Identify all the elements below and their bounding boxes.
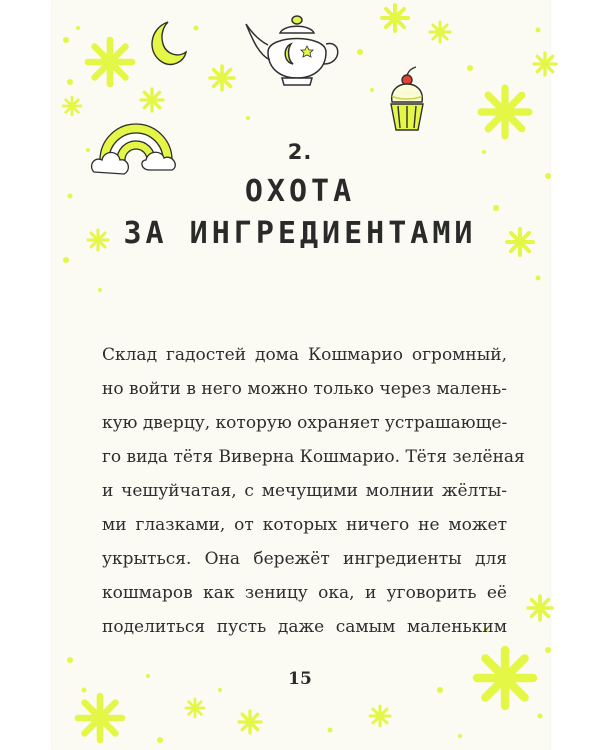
text-line: ми глазками, от которых ничего не может: [102, 515, 507, 535]
text-line: кошмаров как зеницу ока, и уговорить её: [102, 583, 507, 603]
text-line: но войти в него можно только через малень-: [102, 379, 507, 399]
text-line: укрыться. Она бережёт ингредиенты для: [102, 549, 507, 569]
teapot-icon: [246, 16, 338, 85]
text-line: Склад гадостей дома Кошмарио огромный,: [102, 345, 507, 365]
crescent-moon-icon: [152, 22, 186, 64]
body-paragraph: [102, 338, 525, 644]
text-line: го вида тётя Виверна Кошмарио. Тётя зелёная: [102, 447, 525, 467]
cupcake-icon: [391, 67, 423, 130]
text-line: поделиться пусть даже самым маленьким: [102, 617, 507, 637]
page-number: 15: [288, 669, 312, 689]
text-line: и чешуйчатая, с мечущими молнии жёлты-: [102, 481, 507, 501]
chapter-title-line: ЗА ИНГРЕДИЕНТАМИ: [123, 216, 477, 251]
chapter-number: 2.: [287, 140, 313, 164]
chapter-title-line: ОХОТА: [244, 174, 356, 209]
text-line: кую дверцу, которую охраняет устрашающе-: [102, 413, 508, 433]
chapter-title: [0, 171, 600, 255]
